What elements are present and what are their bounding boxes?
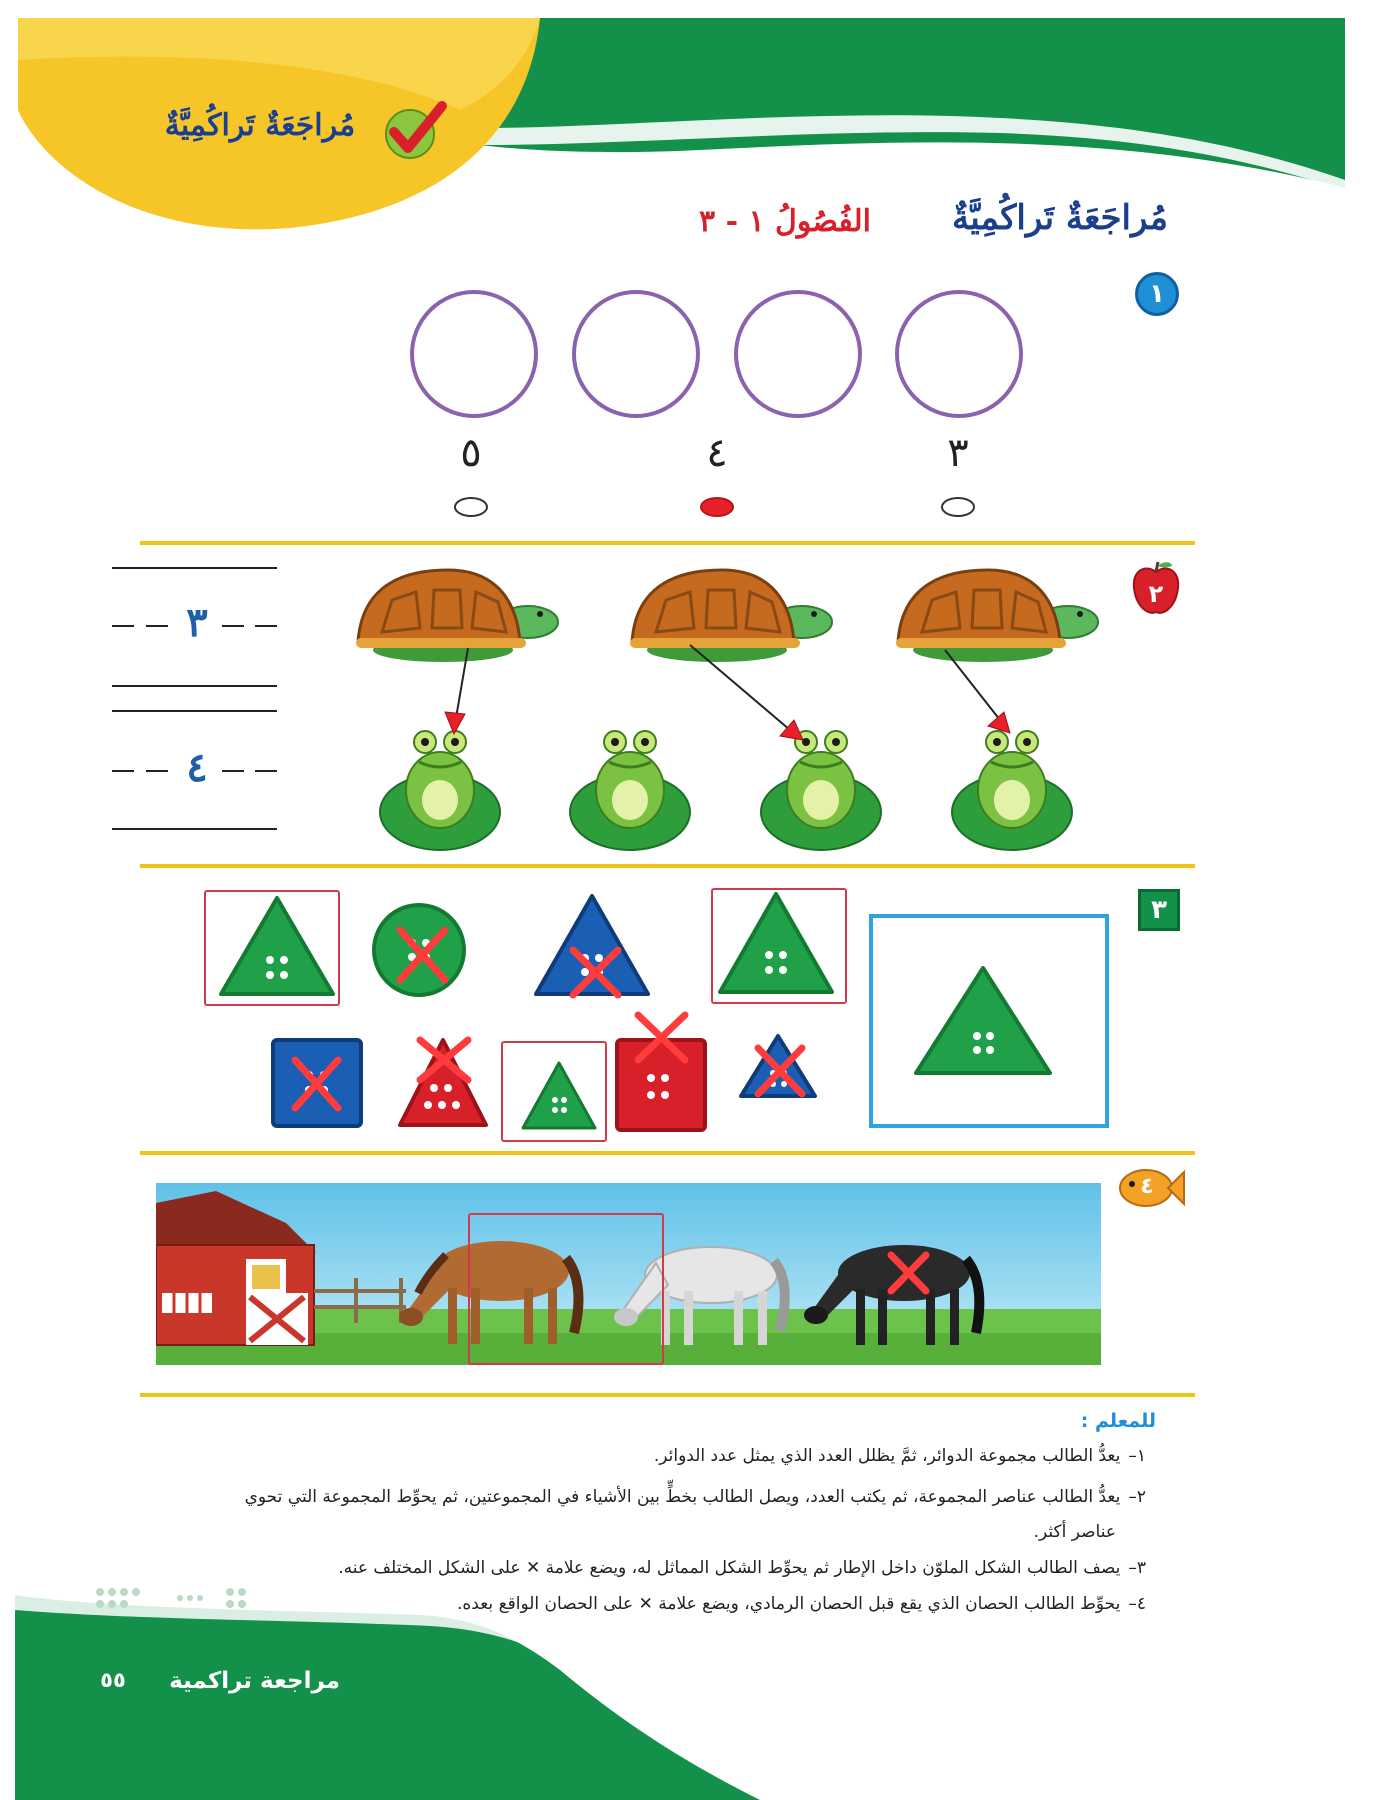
circle-selection-brown-horse[interactable] [468, 1213, 664, 1365]
circle-selection-green-triangle[interactable] [204, 890, 340, 1006]
teacher-note-2 [146, 1483, 1146, 1511]
teacher-note-text: يحوِّط الطالب الحصان الذي يقع قبل الحصان الرمادي، ويضع علامة ✕ على الحصان الواقع بعده. [457, 1594, 1121, 1614]
teacher-note-text: يعدُّ الطالب مجموعة الدوائر، ثمَّ يظلل العدد الذي يمثل عدد الدوائر. [653, 1446, 1121, 1466]
teacher-note-number: ٣– [1128, 1558, 1146, 1578]
section-divider [140, 1393, 1195, 1397]
teacher-note-text: يصف الطالب الشكل الملوّن داخل الإطار ثم يحوِّط الشكل المماثل له، ويضع علامة ✕ على الشكل المختلف عنه. [338, 1558, 1121, 1578]
turtle-count-answer: ٣ [186, 599, 208, 646]
teacher-notes-heading: للمعلم : [1080, 1410, 1156, 1432]
teacher-note-number: ٢– [1128, 1487, 1146, 1507]
section-divider [140, 1151, 1195, 1155]
page-title: مُراجَعَةٌ تَراكُمِيَّةٌ [952, 198, 1168, 238]
number-option-4: ٤ [706, 430, 728, 476]
teacher-note-text: يعدُّ الطالب عناصر المجموعة، ثم يكتب العدد، ويصل الطالب بخطٍّ بين الأشياء في المجموعتين، ثم يحوِّط المجموعة التي تحوي [244, 1487, 1121, 1507]
question-3-number: ٣ [1151, 895, 1167, 925]
question-1-number: ١ [1149, 279, 1165, 309]
teacher-note-1 [146, 1442, 1146, 1470]
number-option-5: ٥ [460, 430, 482, 476]
frog-count-answer: ٤ [186, 744, 208, 791]
footer-label: مراجعة تراكمية [169, 1668, 340, 1694]
question-4-number: ٤ [1140, 1174, 1154, 1199]
teacher-note-number: ٤– [1128, 1594, 1146, 1614]
teacher-note-text: عناصر أكثر. [1033, 1522, 1116, 1542]
page-number: ٥٥ [100, 1668, 126, 1692]
teacher-note-number: ١– [1128, 1446, 1146, 1466]
circle-selection-green-triangle[interactable] [711, 888, 847, 1004]
chapters-label: الفُصُولُ ١ - ٣ [699, 204, 871, 239]
circle-selection-small-green-triangle[interactable] [501, 1041, 607, 1142]
question-2-number: ٢ [1148, 580, 1164, 608]
teacher-note-2-continued [146, 1518, 1146, 1546]
header-badge-title: مُراجَعَةٌ تَراكُمِيَّةٌ [164, 108, 356, 143]
number-option-3: ٣ [947, 430, 969, 476]
